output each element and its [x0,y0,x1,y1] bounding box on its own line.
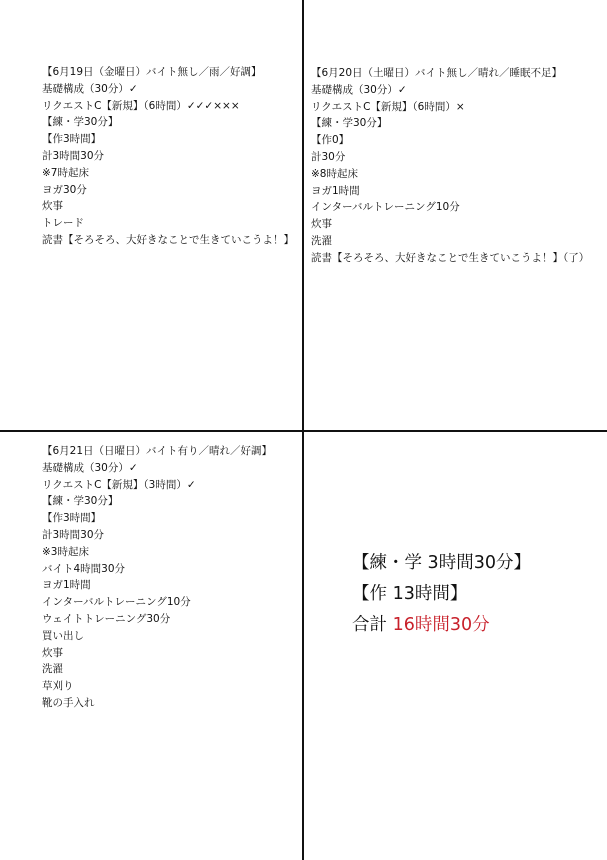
entry-line: 炊事 [311,218,332,231]
weekly-summary [352,548,531,641]
entry-line: リクエストC【新規】（6時間）✓✓✓××× [42,99,240,112]
summary-total [352,610,531,641]
entry-header: 【6月21日（日曜日）バイト有り／晴れ／好調】 [42,445,273,457]
entry-line: インターバルトレーニング10分 [311,201,460,214]
diary-entry-june-21 [42,443,272,712]
entry-line: 読書【そろそろ、大好きなことで生きていこうよ！】 [42,233,294,246]
entry-line: 買い出し [42,629,84,642]
diary-entry-june-19 [42,64,294,249]
entry-line: ヨガ1時間 [311,184,360,197]
entry-line: 洗濯 [42,663,63,676]
entry-line: 草刈り [42,680,74,693]
entry-line: バイト4時間30分 [42,562,126,575]
entry-line: ヨガ1時間 [42,579,91,592]
entry-line: 【練・学30分】 [42,495,119,508]
entry-line: 【作0】 [311,134,350,147]
entry-line: ウェイトトレーニング30分 [42,612,171,625]
entry-line: ※3時起床 [42,545,89,558]
entry-header: 【6月19日（金曜日）バイト無し／雨／好調】 [42,66,262,78]
entry-line: 【作3時間】 [42,133,102,146]
entry-line: 基礎構成（30分）✓ [311,83,407,96]
entry-line: 計30分 [311,150,346,163]
summary-total-label: 合計 [352,615,393,635]
entry-line: 靴の手入れ [42,696,95,709]
entry-line: 計3時間30分 [42,149,105,162]
entry-line: 基礎構成（30分）✓ [42,82,138,95]
entry-line: ヨガ30分 [42,183,87,196]
entry-line: 読書【そろそろ、大好きなことで生きていこうよ！】（了） [311,251,590,264]
entry-line: 炊事 [42,200,63,213]
entry-line: 【練・学30分】 [42,116,119,129]
entry-line: 基礎構成（30分）✓ [42,461,138,474]
entry-line: 計3時間30分 [42,528,105,541]
entry-line: 【作3時間】 [42,512,102,525]
horizontal-divider [0,430,607,432]
entry-line: リクエストC【新規】（3時間）✓ [42,478,196,491]
entry-header: 【6月20日（土曜日）バイト無し／晴れ／睡眠不足】 [311,67,563,79]
entry-line: 洗濯 [311,234,332,247]
entry-line: ※7時起床 [42,166,89,179]
entry-line: インターバルトレーニング10分 [42,596,191,609]
entry-line: 【練・学30分】 [311,117,388,130]
summary-work-time: 【作 13時間】 [352,584,468,604]
summary-study-time: 【練・学 3時間30分】 [352,553,531,573]
entry-line: ※8時起床 [311,167,358,180]
diary-entry-june-20 [311,65,589,267]
entry-line: トレード [42,217,84,230]
entry-line: リクエストC【新規】（6時間）× [311,100,465,113]
summary-total-value: 16時間30分 [392,615,490,635]
entry-line: 炊事 [42,646,63,659]
